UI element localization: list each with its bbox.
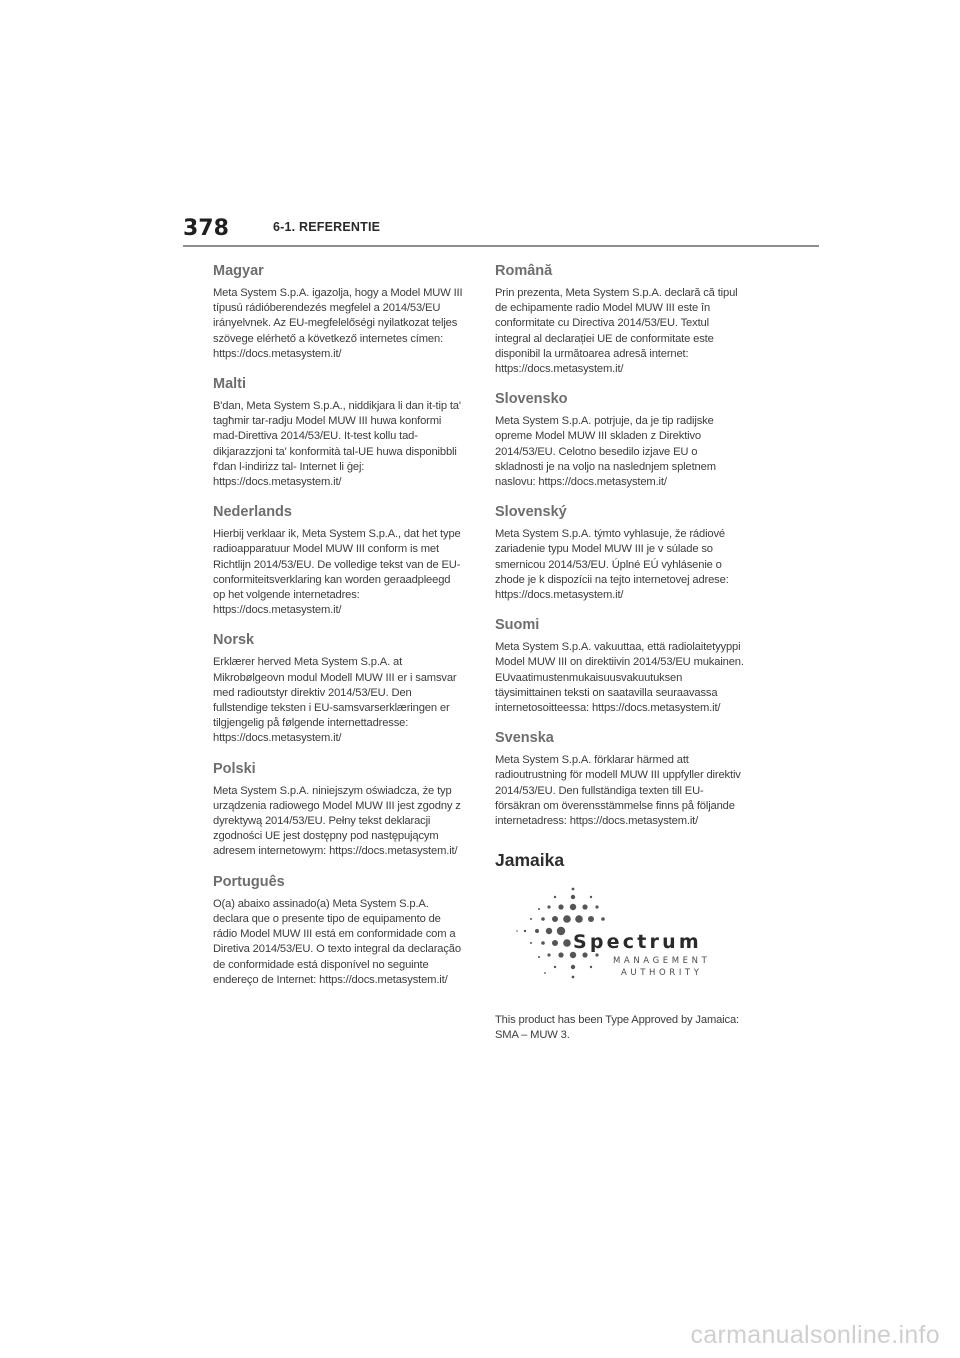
section-title: Polski xyxy=(213,760,256,777)
section-title: Magyar xyxy=(213,263,264,279)
section-slovensko xyxy=(495,390,747,490)
section-suomi xyxy=(495,616,747,716)
chapter-title: 6-1. REFERENTIE xyxy=(273,220,381,234)
spectrum-logo xyxy=(495,885,747,995)
watermark: carmanualsonline.info xyxy=(690,1321,940,1349)
left-column xyxy=(213,262,465,1001)
section-title: Norsk xyxy=(213,632,255,649)
section-title: Svenska xyxy=(495,730,554,747)
right-column xyxy=(495,262,747,1044)
section-malti xyxy=(213,375,465,490)
header-divider xyxy=(183,245,819,247)
section-body: Meta System S.p.A. vakuuttaa, että radiolaitetyyppi Model MUW III on direktiivin 2014/53/EU mukainen. EUvaatimustenmukaisuusvakuutuksen täysimittainen teksti on saatavilla seuraavassa internetosoitteessa: https://docs.metasystem.it/ xyxy=(495,641,744,715)
section-body: Meta System S.p.A. niniejszym oświadcza, że typ urządzenia radiowego Model MUW III jest zgodny z dyrektywą 2014/53/EU. Pełny tekst deklaracji zgodności UE jest dostępny pod następującym adresem internetowym: https://docs.metasystem.it/ xyxy=(213,784,461,858)
page-header xyxy=(183,210,819,250)
section-title: Suomi xyxy=(495,617,540,634)
section-svenska xyxy=(495,729,747,829)
spectrum-logo-word: Spectrum xyxy=(573,931,702,954)
section-body: Meta System S.p.A. týmto vyhlasuje, že rádiové zariadenie typu Model MUW III je v súlade so smernicou 2014/53/EU. Úplné EÚ vyhlásenie o zhode je k dispozícii na tejto internetovej adrese: https://docs.metasystem.it/ xyxy=(495,528,729,602)
section-nederlands xyxy=(213,503,465,618)
section-title: Română xyxy=(495,263,553,279)
section-body: Meta System S.p.A. igazolja, hogy a Model MUW III típusú rádióberendezés megfelel a 2014/53/EU irányelvnek. Az EU-megfelelőségi nyilatkozat teljes szövege elérhető a következő internetes címen: https://docs.metasystem.it/ xyxy=(213,287,463,360)
section-portugues xyxy=(213,873,465,988)
page-number: 378 xyxy=(183,216,229,241)
section-body: Meta System S.p.A. förklarar härmed att radioutrustning för modell MUW III uppfyller direktiv 2014/53/EU. Den fullständiga texten till EU-försäkran om överensstämmelse finns på följande internetadress: https://docs.metasystem.it/ xyxy=(495,754,741,828)
section-slovensky xyxy=(495,503,747,603)
section-title: Malti xyxy=(213,376,247,393)
spectrum-logo-authority: AUTHORITY xyxy=(621,968,703,979)
jamaika-note: This product has been Type Approved by Jamaica: SMA – MUW 3. xyxy=(495,1014,739,1042)
section-title: Slovenský xyxy=(495,504,567,521)
section-title: Português xyxy=(213,873,285,890)
section-body: Meta System S.p.A. potrjuje, da je tip radijske opreme Model MUW III skladen z Direktivo 2014/53/EU. Celotno besedilo izjave EU o skladnosti je na voljo na naslednjem spletnem naslovu: https://docs.metasystem.it/ xyxy=(495,415,716,489)
section-body: B'dan, Meta System S.p.A., niddikjara li dan it-tip ta' tagħmir tar-radju Model MUW III huwa konformi mad-Direttiva 2014/53/EU. It-test kollu tad-dikjarazzjoni ta' konformità tal-UE huwa disponibbli f'dan l-indirizz tal- Internet li ġej: https://docs.metasystem.it/ xyxy=(213,400,461,489)
section-polski xyxy=(213,760,465,860)
section-title: Slovensko xyxy=(495,391,568,408)
spectrum-logo-management: MANAGEMENT xyxy=(613,956,711,967)
jamaika-title: Jamaika xyxy=(495,850,565,871)
section-body: Hierbij verklaar ik, Meta System S.p.A., dat het type radioapparatuur Model MUW III conform is met Richtlijn 2014/53/EU. De volledige tekst van de EU-conformiteitsverklaring kan worden geraadpleegd op het volgende internetadres: https://docs.metasystem.it/ xyxy=(213,528,461,617)
section-norsk xyxy=(213,631,465,746)
section-body: Erklærer herved Meta System S.p.A. at Mikrobølgeovn modul Modell MUW III er i samsvar med radioutstyr direktiv 2014/53/EU. Den fullstendige teksten i EU-samsvarserklæringen er tilgjengelig på følgende internettadresse: https://docs.metasystem.it/ xyxy=(213,656,457,745)
section-title: Nederlands xyxy=(213,504,292,521)
section-body: Prin prezenta, Meta System S.p.A. declară că tipul de echipamente radio Model MUW III este în conformitate cu Directiva 2014/53/EU. Textul integral al declarației UE de conformitate este disponibil la următoarea adresă internet: https://docs.metasystem.it/ xyxy=(495,287,738,376)
section-body: O(a) abaixo assinado(a) Meta System S.p.A. declara que o presente tipo de equipamento de rádio Model MUW III está em conformidade com a Diretiva 2014/53/EU. O texto integral da declaração de conformidade está disponível no seguinte endereço de Internet: https://docs.metasystem.it/ xyxy=(213,897,461,986)
section-magyar xyxy=(213,262,465,362)
section-romana xyxy=(495,262,747,377)
